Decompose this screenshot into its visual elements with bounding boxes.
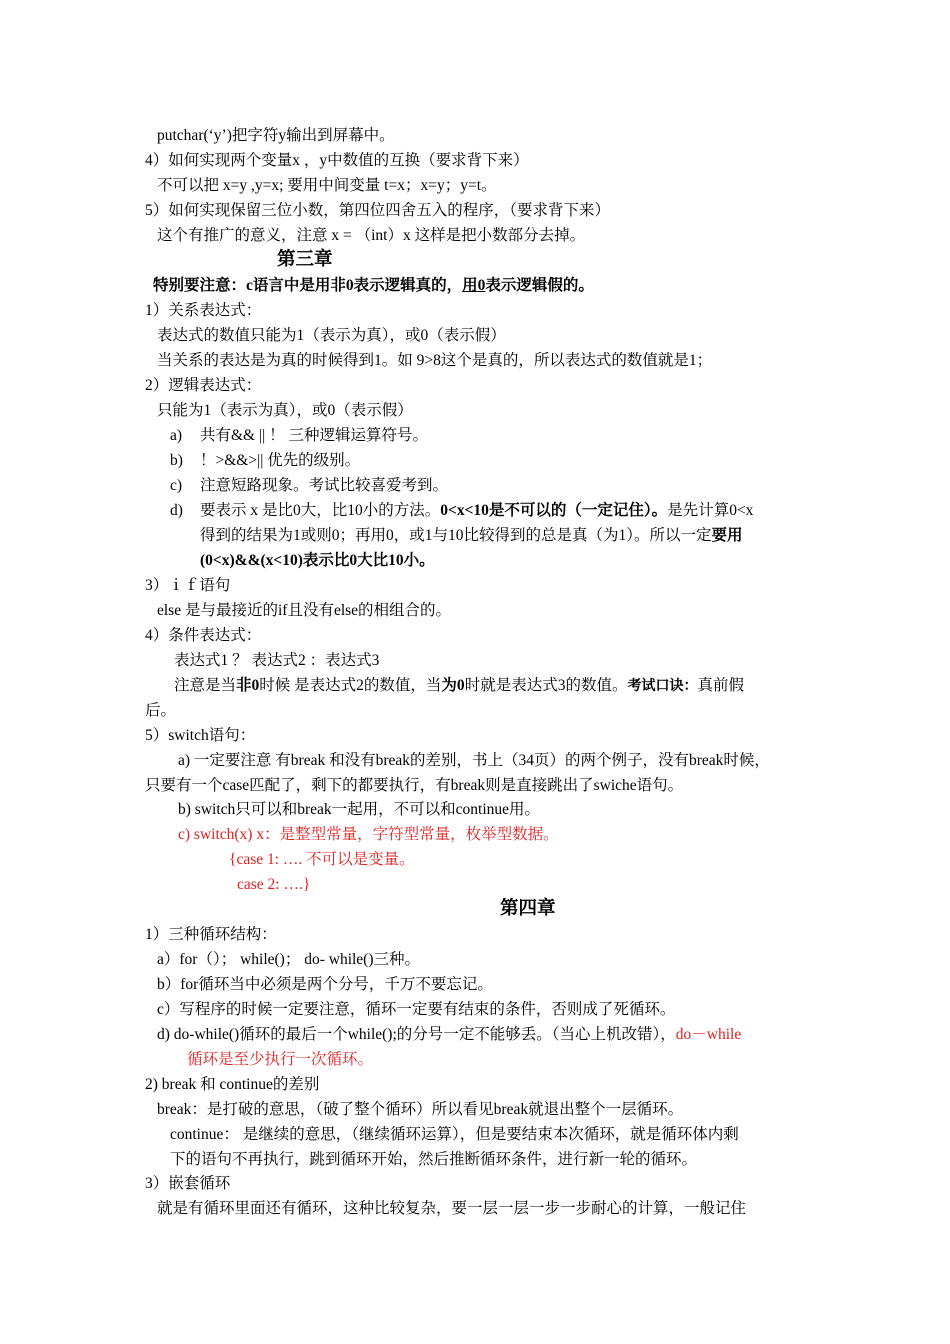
note-part-underlined: 用0 (462, 277, 486, 294)
if-statement-heading: 3）ｉｆ语句 (145, 577, 231, 594)
logical-item-d-line-3: (0<x)&&(x<10)表示比0大比10小。 (200, 552, 435, 569)
loop-item-c: c）写程序的时候一定要注意，循环一定要有结束的条件，否则成了死循环。 (157, 1001, 676, 1018)
switch-item-c-line-3: case 2: ….} (237, 876, 311, 893)
item-marker: c) (170, 477, 183, 494)
chapter-3-important-note (153, 276, 594, 296)
loop-item-d (157, 1025, 741, 1045)
note-part-1: 特别要注意：c语言中是用非0表示逻辑真的， (153, 277, 463, 294)
putchar-line: putchar(‘y’)把字符y输出到屏幕中。 (157, 127, 395, 144)
continue-description-line-2: 下的语句不再执行，跳到循环开始，然后推断循环条件，进行新一轮的循环。 (170, 1151, 698, 1168)
logical-item-a (170, 426, 428, 446)
question-4-answer: 不可以把 x=y ,y=x; 要用中间变量 t=x；x=y；y=t。 (157, 177, 497, 194)
loop-item-d-line-2: 循环是至少执行一次循环。 (187, 1051, 374, 1068)
item-marker: b) (170, 452, 183, 469)
switch-item-b: b) switch只可以和break一起用，不可以和continue用。 (178, 801, 541, 818)
loop-item-b: b）for循环当中必须是两个分号，千万不要忘记。 (157, 976, 493, 993)
text-run-bold: 为0 (441, 677, 465, 694)
loop-structures-heading: 1）三种循环结构： (145, 926, 277, 943)
item-text-bold: 要用 (711, 527, 743, 544)
item-text: 注意短路现象。考试比较喜爱考到。 (200, 477, 449, 494)
logical-item-c (170, 476, 448, 496)
relational-line-2: 当关系的表达是为真的时候得到1。如 9>8这个是真的，所以表达式的数值就是1； (157, 352, 713, 369)
question-5-answer: 这个有推广的意义，注意 x = （int）x 这样是把小数部分去掉。 (157, 227, 586, 244)
conditional-line-3: 后。 (145, 702, 177, 719)
question-5-heading: 5）如何实现保留三位小数，第四位四舍五入的程序，（要求背下来） (145, 202, 611, 219)
continue-description-line-1: continue： 是继续的意思，（继续循环运算），但是要结束本次循环，就是循环体内剩 (170, 1126, 739, 1143)
logical-line-1: 只能为1（表示为真），或0（表示假） (157, 402, 413, 419)
text-run-bold: 非0 (236, 677, 260, 694)
note-part-2: 表示逻辑假的。 (485, 277, 594, 294)
break-description: break：是打破的意思，（破了整个循环）所以看见break就退出整个一层循环。 (157, 1101, 684, 1118)
text-run: 真前假 (697, 677, 744, 694)
switch-item-c-line-2: {case 1: …. 不可以是变量。 (229, 851, 415, 868)
switch-item-a-line-2: 只要有一个case匹配了，剩下的都要执行，有break则是直接跳出了swiche语句。 (145, 777, 684, 794)
logical-item-d (170, 501, 753, 521)
break-continue-heading: 2) break 和 continue的差别 (145, 1076, 320, 1093)
logical-item-b (170, 451, 360, 471)
item-marker: d) (170, 502, 183, 519)
switch-item-c: c) switch(x) x：是整型常量，字符型常量，枚举型数据。 (178, 826, 559, 843)
text-run-red: do－while (675, 1026, 742, 1043)
logical-expression-heading: 2）逻辑表达式： (145, 377, 262, 394)
text-run: 时就是表达式3的数值。 (464, 677, 628, 694)
exam-tip-label: 考试口诀： (627, 678, 698, 694)
item-text: 得到的结果为1或则0；再用0，或1与10比较得到的总是真（为1）。所以一定 (200, 527, 712, 544)
text-run: 注意是当 (174, 677, 237, 694)
nested-loop-line-1: 就是有循环里面还有循环，这种比较复杂，要一层一层一步一步耐心的计算，一般记住 (157, 1200, 747, 1217)
relational-expression-heading: 1）关系表达式： (145, 302, 262, 319)
item-text: 共有&& || ！ 三种逻辑运算符号。 (200, 427, 428, 444)
item-text: 要表示 x 是比0大，比10小的方法。 (200, 502, 441, 519)
question-4-heading: 4）如何实现两个变量x ，y中数值的互换（要求背下来） (145, 152, 529, 169)
chapter-4-title: 第四章 (500, 899, 556, 919)
switch-heading: 5）switch语句： (145, 727, 256, 744)
item-marker: a) (170, 427, 183, 444)
loop-item-a: a）for（）； while()； do- while()三种。 (157, 951, 421, 968)
switch-item-a-line-1: a) 一定要注意 有break 和没有break的差别，书上（34页）的两个例子，没有break时候， (178, 752, 770, 769)
logical-item-d-line-2 (200, 526, 743, 546)
relational-line-1: 表达式的数值只能为1（表示为真），或0（表示假） (157, 327, 506, 344)
conditional-expression-heading: 4）条件表达式： (145, 627, 262, 644)
conditional-line-2 (174, 676, 744, 696)
text-run: d) do-while()循环的最后一个while();的分号一定不能够丢。（当心上机改错）， (157, 1026, 676, 1043)
text-run: 时候 是表达式2的数值，当 (259, 677, 442, 694)
item-text: 是先计算0<x (667, 502, 754, 519)
item-text: ！>&&>|| 优先的级别。 (200, 452, 361, 469)
conditional-line-1: 表达式1 ？ 表达式2 ：表达式3 (174, 652, 380, 669)
chapter-3-title: 第三章 (277, 250, 333, 270)
if-statement-line-1: else 是与最接近的if且没有else的相组合的。 (157, 602, 452, 619)
item-text-bold: 0<x<10是不可以的（一定记住）。 (440, 502, 668, 519)
nested-loop-heading: 3）嵌套循环 (145, 1175, 231, 1192)
